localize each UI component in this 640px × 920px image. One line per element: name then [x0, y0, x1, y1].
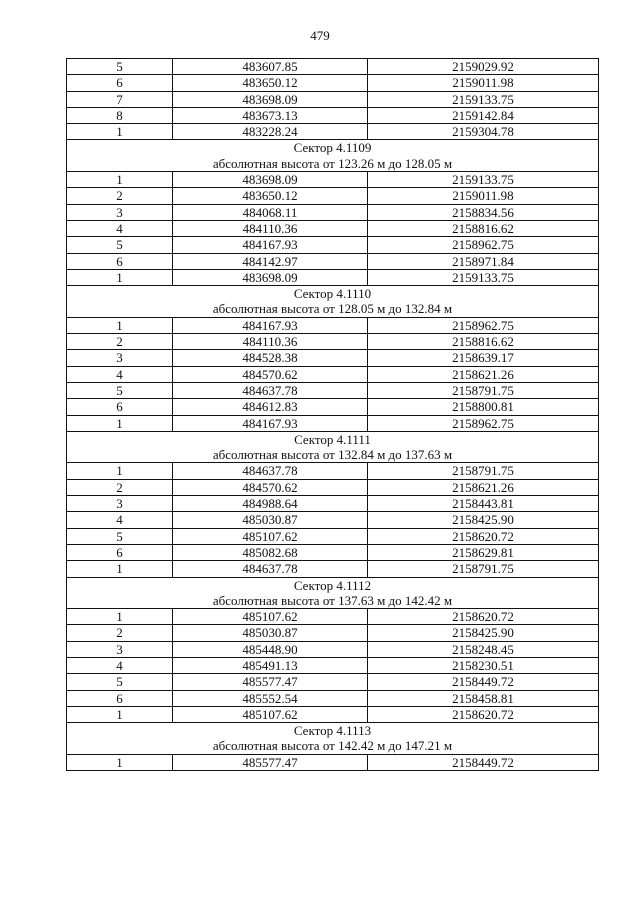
point-number-cell: 2 [67, 625, 173, 641]
point-number-cell: 5 [67, 674, 173, 690]
table-row [67, 690, 599, 706]
point-number-cell: 1 [67, 172, 173, 188]
table-row [67, 415, 599, 431]
sector-altitude-row [67, 738, 599, 754]
y-coordinate-cell: 2158620.72 [368, 609, 599, 625]
y-coordinate-cell: 2158800.81 [368, 399, 599, 415]
y-coordinate-cell: 2158621.26 [368, 366, 599, 382]
point-number-cell: 3 [67, 496, 173, 512]
x-coordinate-cell: 484110.36 [173, 334, 368, 350]
point-number-cell: 5 [67, 59, 173, 75]
table-row [67, 350, 599, 366]
table-row [67, 366, 599, 382]
table-row [67, 544, 599, 560]
table-row [67, 528, 599, 544]
x-coordinate-cell: 485577.47 [173, 754, 368, 770]
table-row [67, 512, 599, 528]
x-coordinate-cell: 484570.62 [173, 479, 368, 495]
point-number-cell: 1 [67, 317, 173, 333]
x-coordinate-cell: 483228.24 [173, 124, 368, 140]
y-coordinate-cell: 2159133.75 [368, 91, 599, 107]
y-coordinate-cell: 2158425.90 [368, 512, 599, 528]
table-row [67, 317, 599, 333]
x-coordinate-cell: 484110.36 [173, 220, 368, 236]
table-row [67, 220, 599, 236]
x-coordinate-cell: 484167.93 [173, 415, 368, 431]
y-coordinate-cell: 2158816.62 [368, 334, 599, 350]
sector-title: Сектор 4.1111 [67, 431, 599, 447]
table-row [67, 75, 599, 91]
y-coordinate-cell: 2158230.51 [368, 657, 599, 673]
coordinates-table [66, 58, 599, 771]
y-coordinate-cell: 2158443.81 [368, 496, 599, 512]
x-coordinate-cell: 483650.12 [173, 75, 368, 91]
point-number-cell: 6 [67, 544, 173, 560]
x-coordinate-cell: 484637.78 [173, 382, 368, 398]
point-number-cell: 2 [67, 479, 173, 495]
y-coordinate-cell: 2158449.72 [368, 674, 599, 690]
table-row [67, 479, 599, 495]
x-coordinate-cell: 483673.13 [173, 107, 368, 123]
y-coordinate-cell: 2158791.75 [368, 463, 599, 479]
table-row [67, 706, 599, 722]
x-coordinate-cell: 485552.54 [173, 690, 368, 706]
x-coordinate-cell: 485107.62 [173, 528, 368, 544]
point-number-cell: 7 [67, 91, 173, 107]
point-number-cell: 1 [67, 124, 173, 140]
point-number-cell: 4 [67, 220, 173, 236]
point-number-cell: 4 [67, 366, 173, 382]
x-coordinate-cell: 484167.93 [173, 237, 368, 253]
point-number-cell: 1 [67, 609, 173, 625]
x-coordinate-cell: 484142.97 [173, 253, 368, 269]
point-number-cell: 1 [67, 415, 173, 431]
sector-title-row [67, 286, 599, 302]
x-coordinate-cell: 483607.85 [173, 59, 368, 75]
sector-title-row [67, 723, 599, 739]
y-coordinate-cell: 2158816.62 [368, 220, 599, 236]
y-coordinate-cell: 2158620.72 [368, 528, 599, 544]
sector-title: Сектор 4.1109 [67, 140, 599, 156]
table-row [67, 269, 599, 285]
table-row [67, 172, 599, 188]
point-number-cell: 3 [67, 350, 173, 366]
point-number-cell: 1 [67, 269, 173, 285]
x-coordinate-cell: 484637.78 [173, 561, 368, 577]
y-coordinate-cell: 2158425.90 [368, 625, 599, 641]
y-coordinate-cell: 2158458.81 [368, 690, 599, 706]
table-row [67, 754, 599, 770]
table-row [67, 334, 599, 350]
table-row [67, 107, 599, 123]
y-coordinate-cell: 2158620.72 [368, 706, 599, 722]
x-coordinate-cell: 485448.90 [173, 641, 368, 657]
sector-title-row [67, 140, 599, 156]
x-coordinate-cell: 484637.78 [173, 463, 368, 479]
table-row [67, 674, 599, 690]
y-coordinate-cell: 2158629.81 [368, 544, 599, 560]
table-row [67, 657, 599, 673]
point-number-cell: 3 [67, 641, 173, 657]
sector-altitude-row [67, 593, 599, 609]
point-number-cell: 6 [67, 690, 173, 706]
y-coordinate-cell: 2159133.75 [368, 269, 599, 285]
x-coordinate-cell: 485082.68 [173, 544, 368, 560]
y-coordinate-cell: 2158962.75 [368, 237, 599, 253]
x-coordinate-cell: 485030.87 [173, 625, 368, 641]
x-coordinate-cell: 484988.64 [173, 496, 368, 512]
table-row [67, 91, 599, 107]
sector-title: Сектор 4.1113 [67, 723, 599, 739]
point-number-cell: 5 [67, 382, 173, 398]
point-number-cell: 6 [67, 75, 173, 91]
table-row [67, 561, 599, 577]
point-number-cell: 5 [67, 237, 173, 253]
x-coordinate-cell: 485491.13 [173, 657, 368, 673]
x-coordinate-cell: 484167.93 [173, 317, 368, 333]
x-coordinate-cell: 484612.83 [173, 399, 368, 415]
table-row [67, 124, 599, 140]
y-coordinate-cell: 2159142.84 [368, 107, 599, 123]
table-row [67, 609, 599, 625]
x-coordinate-cell: 484528.38 [173, 350, 368, 366]
x-coordinate-cell: 483698.09 [173, 91, 368, 107]
table-row [67, 641, 599, 657]
sector-title-row [67, 431, 599, 447]
sector-altitude: абсолютная высота от 132.84 м до 137.63 м [67, 447, 599, 463]
point-number-cell: 1 [67, 463, 173, 479]
point-number-cell: 3 [67, 204, 173, 220]
table-row [67, 59, 599, 75]
sector-altitude-row [67, 156, 599, 172]
y-coordinate-cell: 2158621.26 [368, 479, 599, 495]
point-number-cell: 2 [67, 188, 173, 204]
x-coordinate-cell: 484570.62 [173, 366, 368, 382]
y-coordinate-cell: 2158834.56 [368, 204, 599, 220]
y-coordinate-cell: 2158962.75 [368, 415, 599, 431]
point-number-cell: 2 [67, 334, 173, 350]
y-coordinate-cell: 2158962.75 [368, 317, 599, 333]
y-coordinate-cell: 2158971.84 [368, 253, 599, 269]
table-row [67, 204, 599, 220]
page-number: 479 [310, 28, 330, 43]
y-coordinate-cell: 2159029.92 [368, 59, 599, 75]
x-coordinate-cell: 485577.47 [173, 674, 368, 690]
table-row [67, 253, 599, 269]
y-coordinate-cell: 2159011.98 [368, 75, 599, 91]
table-row [67, 382, 599, 398]
point-number-cell: 1 [67, 561, 173, 577]
y-coordinate-cell: 2158248.45 [368, 641, 599, 657]
y-coordinate-cell: 2158639.17 [368, 350, 599, 366]
x-coordinate-cell: 483698.09 [173, 269, 368, 285]
table-row [67, 188, 599, 204]
point-number-cell: 4 [67, 512, 173, 528]
x-coordinate-cell: 485107.62 [173, 706, 368, 722]
y-coordinate-cell: 2158791.75 [368, 382, 599, 398]
x-coordinate-cell: 485107.62 [173, 609, 368, 625]
sector-altitude: абсолютная высота от 128.05 м до 132.84 м [67, 301, 599, 317]
x-coordinate-cell: 483698.09 [173, 172, 368, 188]
point-number-cell: 5 [67, 528, 173, 544]
y-coordinate-cell: 2159133.75 [368, 172, 599, 188]
y-coordinate-cell: 2159304.78 [368, 124, 599, 140]
y-coordinate-cell: 2158791.75 [368, 561, 599, 577]
sector-title: Сектор 4.1110 [67, 286, 599, 302]
sector-title-row [67, 577, 599, 593]
point-number-cell: 1 [67, 754, 173, 770]
x-coordinate-cell: 485030.87 [173, 512, 368, 528]
point-number-cell: 6 [67, 253, 173, 269]
table-row [67, 237, 599, 253]
point-number-cell: 1 [67, 706, 173, 722]
point-number-cell: 8 [67, 107, 173, 123]
sector-altitude: абсолютная высота от 142.42 м до 147.21 м [67, 738, 599, 754]
table-row [67, 463, 599, 479]
sector-title: Сектор 4.1112 [67, 577, 599, 593]
x-coordinate-cell: 483650.12 [173, 188, 368, 204]
point-number-cell: 4 [67, 657, 173, 673]
x-coordinate-cell: 484068.11 [173, 204, 368, 220]
y-coordinate-cell: 2158449.72 [368, 754, 599, 770]
sector-altitude: абсолютная высота от 137.63 м до 142.42 м [67, 593, 599, 609]
sector-altitude-row [67, 301, 599, 317]
point-number-cell: 6 [67, 399, 173, 415]
table-row [67, 399, 599, 415]
table-row [67, 625, 599, 641]
sector-altitude: абсолютная высота от 123.26 м до 128.05 м [67, 156, 599, 172]
table-row [67, 496, 599, 512]
sector-altitude-row [67, 447, 599, 463]
y-coordinate-cell: 2159011.98 [368, 188, 599, 204]
